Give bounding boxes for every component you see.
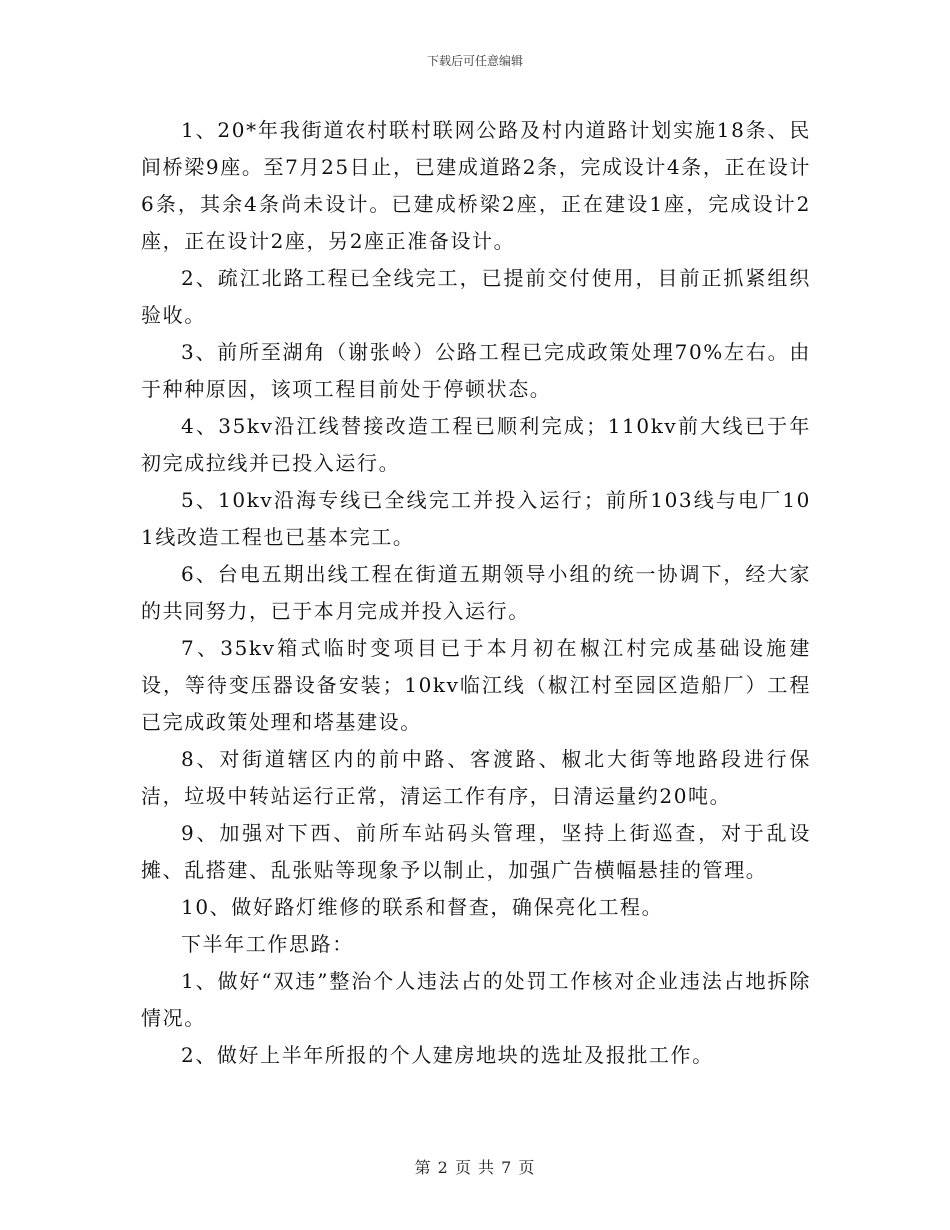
paragraph-item-9: 9、加强对下西、前所车站码头管理，坚持上街巡查，对于乱设摊、乱搭建、乱张贴等现象予以制止，加强广告横幅悬挂的管理。 [141, 821, 811, 882]
section-heading: 下半年工作思路： [181, 932, 354, 956]
paragraph-item-2: 2、疏江北路工程已全线完工，已提前交付使用，目前正抓紧组织验收。 [141, 266, 811, 327]
plan-item-1: 1、做好“双违”整治个人违法占的处罚工作核对企业违法占地拆除情况。 [141, 969, 811, 1030]
paragraph-item-5: 5、10kv沿海专线已全线完工并投入运行；前所103线与电厂101线改造工程也已基本完工。 [141, 488, 811, 549]
page-header: 下载后可任意编辑 [426, 54, 523, 68]
plan-item-2: 2、做好上半年所报的个人建房地块的选址及报批工作。 [181, 1043, 714, 1067]
paragraph-item-7: 7、35kv箱式临时变项目已于本月初在椒江村完成基础设施建设，等待变压器设备安装；10kv临江线（椒江村至园区造船厂）工程已完成政策处理和塔基建设。 [141, 636, 811, 734]
document-body [141, 112, 811, 1074]
paragraph-item-8: 8、对街道辖区内的前中路、客渡路、椒北大街等地路段进行保洁，垃圾中转站运行正常，清运工作有序，日清运量约20吨。 [141, 747, 811, 808]
paragraph-item-10: 10、做好路灯维修的联系和督查，确保亮化工程。 [181, 895, 664, 919]
paragraph-item-4: 4、35kv沿江线替接改造工程已顺利完成；110kv前大线已于年初完成拉线并已投入运行。 [141, 414, 811, 475]
paragraph-item-1: 1、20*年我街道农村联村联网公路及村内道路计划实施18条、民间桥梁9座。至7月25日止，已建成道路2条，完成设计4条，正在设计6条，其余4条尚未设计。已建成桥梁2座，正在建设1座，完成设计2座，正在设计2座，另2座正准备设计。 [141, 118, 811, 253]
page-number: 第 2 页 共 7 页 [414, 1158, 536, 1177]
paragraph-item-6: 6、台电五期出线工程在街道五期领导小组的统一协调下，经大家的共同努力，已于本月完成并投入运行。 [141, 562, 811, 623]
paragraph-item-3: 3、前所至湖角（谢张岭）公路工程已完成政策处理70%左右。由于种种原因，该项工程目前处于停顿状态。 [141, 340, 811, 401]
